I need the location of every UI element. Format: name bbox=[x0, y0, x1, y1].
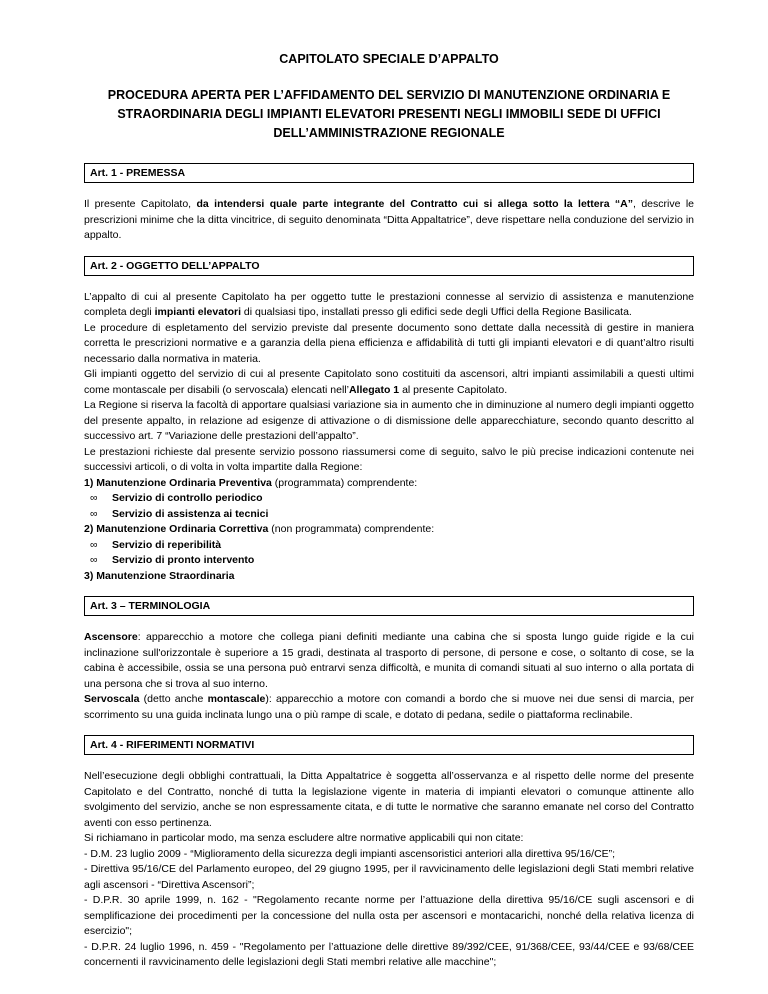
article-4-paragraph-5: - D.P.R. 30 aprile 1999, n. 162 - "Regolamento recante norme per l’attuazione della direttiva 95/16/CE sugli ascensori e di semplificazione dei procedimenti per la concessione del nulla osta per ascensori e montacarichi, nonché della relativa licenza di esercizio"; bbox=[84, 894, 694, 937]
article-2-body bbox=[84, 290, 694, 585]
sub-list-item: ∞ Servizio di assistenza ai tecnici bbox=[84, 507, 694, 523]
article-4-paragraph-4: - Direttiva 95/16/CE del Parlamento europeo, del 29 giugno 1995, per il ravvicinamento delle legislazioni degli Stati membri relative agli ascensori - “Direttiva Ascensori”; bbox=[84, 863, 694, 891]
article-3-header: Art. 3 – TERMINOLOGIA bbox=[84, 596, 694, 616]
article-2-paragraph-3: Gli impianti oggetto del servizio di cui al presente Capitolato sono costituiti da ascensori, altri impianti assimilabili a questi ultimi come montascale per disabili (o servoscala) elencati nell’Allegato 1 al presente Capitolato. bbox=[84, 368, 694, 396]
article-3-paragraph-2: Servoscala (detto anche montascale): apparecchio a motore con comandi a bordo che si muove nei due sensi di marcia, per scorrimento su una guida inclinata lungo una o più rampe di scale, e dotato di pedana, sedile o piattaforma reclinabile. bbox=[84, 693, 694, 721]
article-1-paragraph: Il presente Capitolato, da intendersi quale parte integrante del Contratto cui si allega sotto la lettera “A”, descrive le prescrizioni minime che la ditta vincitrice, di seguito denominata “Ditta Appaltatrice”, deve rispettare nella conduzione del servizio in appalto. bbox=[84, 198, 695, 241]
sub-list-item: ∞ Servizio di pronto intervento bbox=[84, 553, 694, 569]
article-2-paragraph-5: Le prestazioni richieste dal presente servizio possono riassumersi come di seguito, salvo le più precise indicazioni contenute nei successivi articoli, o di volta in volta impartite dalla Regione: bbox=[84, 445, 694, 473]
article-3-body bbox=[84, 630, 694, 723]
list-item-2: 2) Manutenzione Ordinaria Correttiva (non programmata) comprendente: bbox=[84, 523, 435, 535]
article-1-header: Art. 1 - PREMESSA bbox=[84, 163, 694, 183]
article-4-paragraph-3: - D.M. 23 luglio 2009 - “Miglioramento della sicurezza degli impianti ascensoristici anteriori alla direttiva 95/16/CE”; bbox=[84, 847, 616, 860]
article-2-paragraph-1: L’appalto di cui al presente Capitolato ha per oggetto tutte le prestazioni connesse al servizio di assistenza e manutenzione completa degli impianti elevatori di qualsiasi tipo, installati presso gli edifici sede degli Uffici della Regione Basilicata. bbox=[84, 290, 694, 318]
article-3-paragraph-1: Ascensore: apparecchio a motore che collega piani definiti mediante una cabina che si sposta lungo guide rigide e la cui inclinazione sull'orizzontale è superiore a 15 gradi, destinata al trasporto di persone, di persone e cose, o soltanto di cose, se la cabina è accessibile, ossia se una persona può entrarvi senza difficoltà, e munita di comandi situati al suo interno o alla portata di una persona che si trova al suo interno. bbox=[84, 631, 694, 690]
article-2-paragraph-4: La Regione si riserva la facoltà di apportare qualsiasi variazione sia in aumento che in diminuzione al numero degli impianti oggetto del presente appalto, in relazione ad esigenze di attivazione o di dismissione delle apparecchiature, secondo quanto descritto al successivo art. 7 “Variazione delle prestazioni dell’appalto”. bbox=[84, 399, 694, 442]
document-page bbox=[84, 0, 694, 971]
article-4-header: Art. 4 - RIFERIMENTI NORMATIVI bbox=[84, 735, 694, 755]
infinity-bullet-icon: ∞ bbox=[90, 492, 98, 504]
article-4-paragraph-6: - D.P.R. 24 luglio 1996, n. 459 - "Regolamento per l’attuazione delle direttive 89/392/CEE, 91/368/CEE, 93/44/CEE e 93/68/CEE concernenti il ravvicinamento delle legislazioni degli Stati membri relative alle macchine"; bbox=[84, 940, 694, 968]
list-item-1: 1) Manutenzione Ordinaria Preventiva (programmata) comprendente: bbox=[84, 476, 418, 489]
article-4-paragraph-1: Nell’esecuzione degli obblighi contrattuali, la Ditta Appaltatrice è soggetta all’osservanza e al rispetto delle norme del presente Capitolato e del Contratto, nonché di tutta la legislazione vigente in materia di impianti elevatori o comunque attinente allo svolgimento del servizio, anche se non espressamente citata, e di tutte le normative che saranno emanate nel corso del Contratto aventi con esso pertinenza. bbox=[84, 770, 694, 829]
infinity-bullet-icon: ∞ bbox=[90, 538, 98, 551]
list-item-3: 3) Manutenzione Straordinaria bbox=[84, 569, 235, 582]
article-2-paragraph-2: Le procedure di espletamento del servizio previste dal presente documento sono dettate dalla necessità di gestire in maniera corretta le prescrizioni normative e a garanzia della piena efficienza e affidabilità di tutti gli impianti elevatori e di quant’altro risulti necessario dalla normativa in materia. bbox=[84, 321, 694, 365]
article-4-paragraph-2: Si richiamano in particolar modo, ma senza escludere altre normative applicabili qui non citate: bbox=[84, 832, 524, 844]
article-4-body bbox=[84, 769, 694, 971]
infinity-bullet-icon: ∞ bbox=[90, 554, 98, 566]
infinity-bullet-icon: ∞ bbox=[90, 507, 98, 520]
sub-list-item: ∞ Servizio di reperibilità bbox=[84, 538, 694, 554]
article-2-header: Art. 2 - OGGETTO DELL’APPALTO bbox=[84, 256, 694, 276]
sub-list-item: ∞ Servizio di controllo periodico bbox=[84, 491, 694, 507]
document-subtitle: PROCEDURA APERTA PER L’AFFIDAMENTO DEL SERVIZIO DI MANUTENZIONE ORDINARIA E STRAORDINARIA DEGLI IMPIANTI ELEVATORI PRESENTI NEGLI IMMOBILI SEDE DI UFFICI DELL’AMMINISTRAZIONE REGIONALE bbox=[107, 88, 671, 140]
document-title: CAPITOLATO SPECIALE D’APPALTO bbox=[279, 52, 499, 66]
